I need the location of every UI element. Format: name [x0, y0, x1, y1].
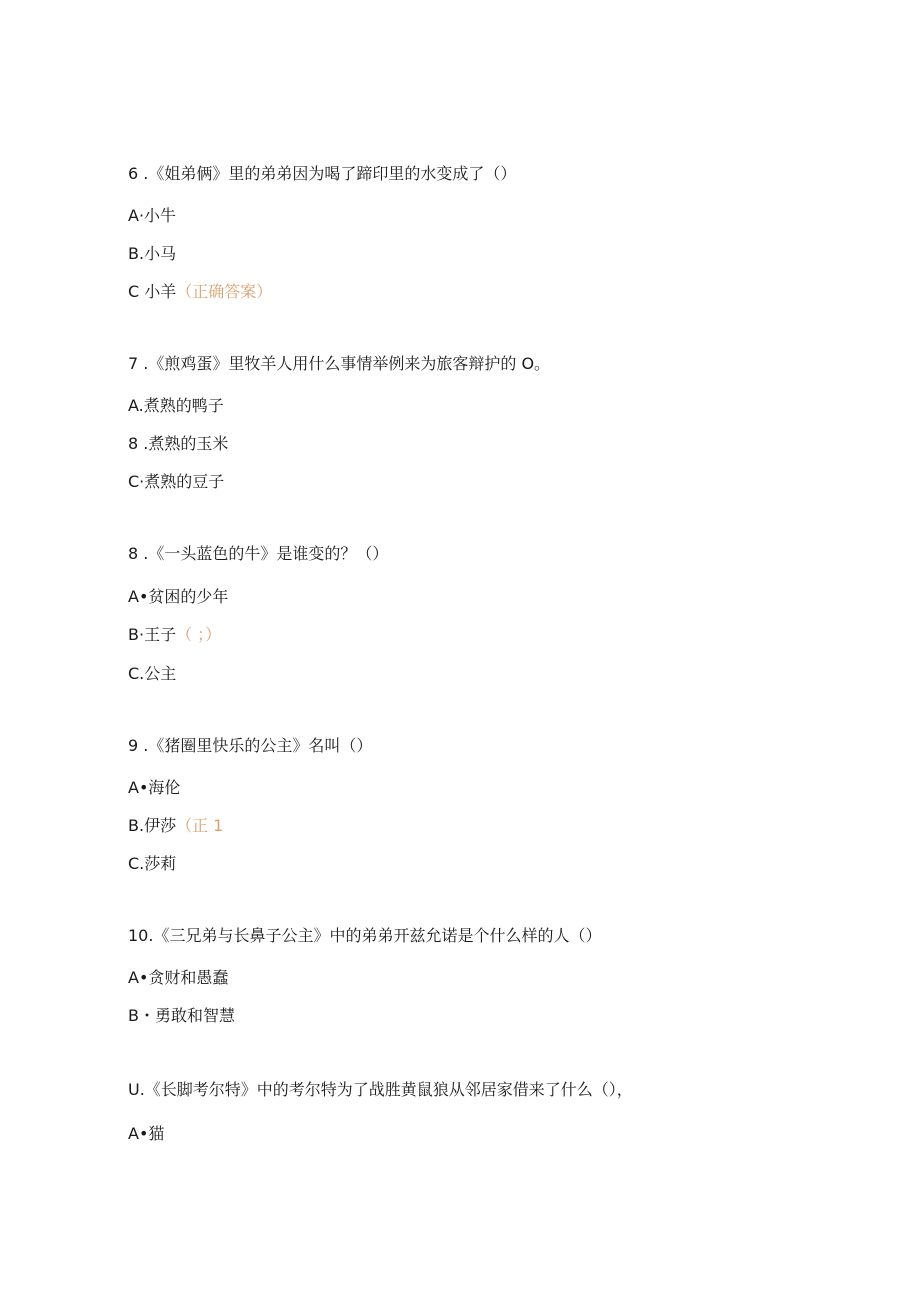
question-10-stem: 10.《三兄弟与长鼻子公主》中的弟弟开兹允诺是个什么样的人（） — [128, 926, 602, 945]
question-6-option-b: B.小马 — [128, 244, 177, 263]
option-text: B·王子 — [128, 625, 177, 644]
question-11-stem: U.《长脚考尔特》中的考尔特为了战胜黄鼠狼从邻居家借来了什么（）， — [128, 1080, 633, 1099]
question-7-stem: 7 .《煎鸡蛋》里牧羊人用什么事情举例来为旅客辩护的 O。 — [128, 354, 551, 373]
question-9-option-c: C.莎莉 — [128, 854, 177, 873]
question-9-option-b — [128, 816, 223, 836]
question-9-option-a: A•海伦 — [128, 778, 181, 797]
question-7-option-b: 8 .煮熟的玉米 — [128, 434, 229, 453]
question-7-option-a: A.煮熟的鸭子 — [128, 396, 224, 415]
correct-answer-note: （ ；） — [176, 625, 222, 644]
question-10-option-a: A•贪财和愚蠢 — [128, 968, 229, 987]
correct-answer-note: （正确答案） — [176, 282, 273, 301]
question-7-option-c: C·煮熟的豆子 — [128, 472, 225, 491]
question-8-option-a: A•贫困的少年 — [128, 587, 229, 606]
question-8-option-b — [128, 625, 221, 645]
correct-answer-note: （正 1 — [176, 816, 224, 835]
question-6-option-c — [128, 282, 272, 302]
question-10-option-b: B・勇敢和智慧 — [128, 1006, 235, 1025]
option-text: C 小羊 — [128, 282, 177, 301]
option-text: B.伊莎 — [128, 816, 177, 835]
question-8-stem: 8 .《一头蓝色的牛》是谁变的？（） — [128, 544, 389, 563]
question-11-option-a: A•猫 — [128, 1124, 165, 1143]
question-8-option-c: C.公主 — [128, 664, 177, 683]
question-9-stem: 9 .《猪圈里快乐的公主》名叫（） — [128, 736, 373, 755]
question-6-option-a: A·小牛 — [128, 206, 177, 225]
question-6-stem: 6 .《姐弟俩》里的弟弟因为喝了蹄印里的水变成了（） — [128, 164, 517, 183]
